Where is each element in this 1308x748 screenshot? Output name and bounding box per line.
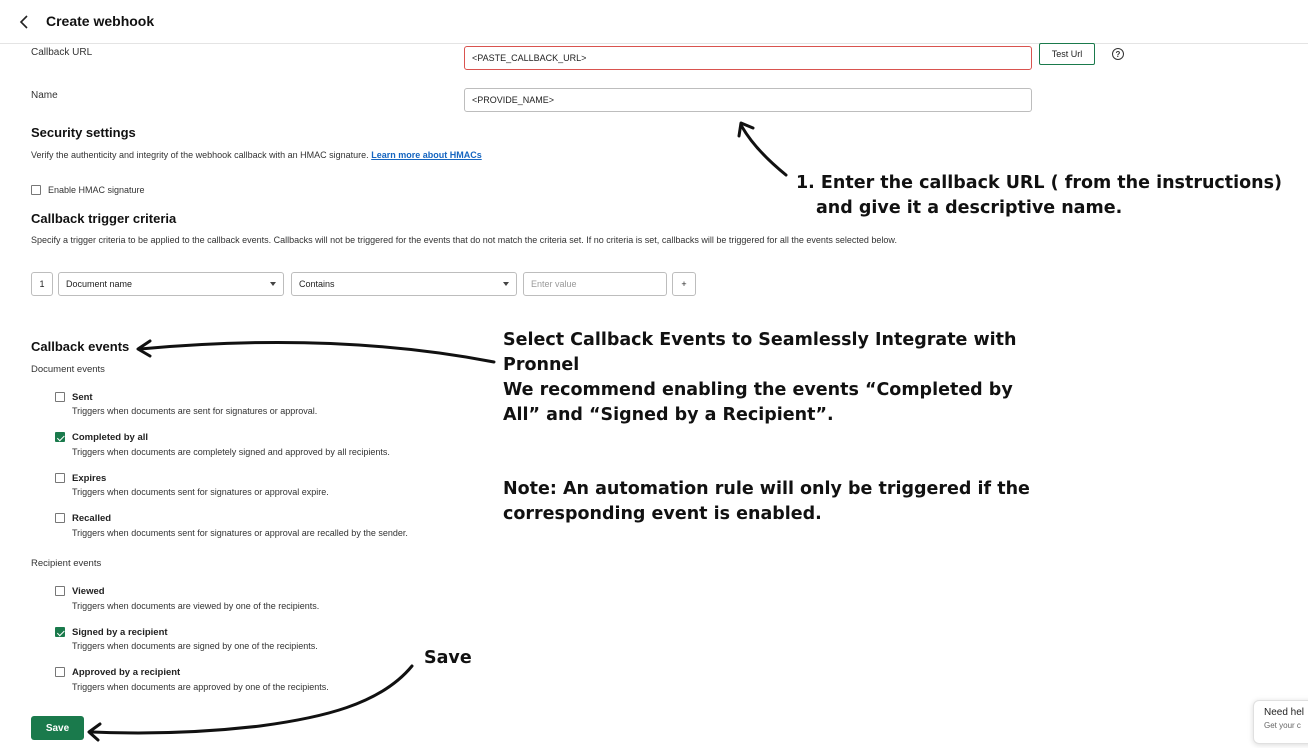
save-button[interactable]: Save xyxy=(31,716,84,740)
step1-annotation-line1: 1. Enter the callback URL ( from the instructions) xyxy=(796,173,1283,193)
help-widget[interactable] xyxy=(1253,700,1308,744)
trigger-criteria-heading: Callback trigger criteria xyxy=(31,211,177,226)
page-header xyxy=(0,0,1308,44)
arrow-to-events xyxy=(140,342,494,362)
event-approved-title: Approved by a recipient xyxy=(72,667,181,678)
security-description-text: Verify the authenticity and integrity of the webhook callback with an HMAC signature. xyxy=(31,150,369,160)
event-sent-desc: Triggers when documents are sent for signatures or approval. xyxy=(72,406,318,416)
arrow-to-save-head xyxy=(89,724,100,740)
event-signed-by-recipient-checkbox[interactable] xyxy=(55,627,65,637)
help-widget-title: Need hel xyxy=(1264,707,1305,718)
page-title: Create webhook xyxy=(46,13,155,29)
learn-more-hmac-link[interactable]: Learn more about HMACs xyxy=(371,150,482,160)
note-annotation-line1: Note: An automation rule will only be triggered if the xyxy=(503,479,1030,499)
criteria-field-select[interactable] xyxy=(58,272,284,296)
event-recalled-checkbox[interactable] xyxy=(55,513,65,523)
event-signed-desc: Triggers when documents are signed by one of the recipients. xyxy=(72,641,318,651)
security-settings-heading: Security settings xyxy=(31,125,136,140)
events-annotation-line2: Pronnel xyxy=(503,355,580,375)
event-completed-by-all-checkbox[interactable] xyxy=(55,432,65,442)
event-viewed-checkbox[interactable] xyxy=(55,586,65,596)
event-viewed-title: Viewed xyxy=(72,586,105,597)
arrow-to-name-head xyxy=(739,123,753,136)
chevron-left-icon[interactable] xyxy=(16,12,34,32)
event-recalled-desc: Triggers when documents sent for signatures or approval are recalled by the sender. xyxy=(72,528,408,538)
events-annotation-line1: Select Callback Events to Seamlessly Integrate with xyxy=(503,330,1017,350)
test-url-button[interactable]: Test Url xyxy=(1039,43,1095,65)
event-sent-title: Sent xyxy=(72,392,93,403)
question-circle-icon[interactable]: ? xyxy=(1112,48,1124,60)
callback-url-label: Callback URL xyxy=(31,47,93,58)
event-completed-title: Completed by all xyxy=(72,432,149,443)
event-expires-checkbox[interactable] xyxy=(55,473,65,483)
step1-annotation-line2: and give it a descriptive name. xyxy=(816,198,1123,218)
arrow-to-name xyxy=(741,125,786,175)
arrow-to-events-head xyxy=(138,341,150,356)
callback-url-input[interactable]: <PASTE_CALLBACK_URL> xyxy=(464,46,1032,70)
document-events-label: Document events xyxy=(31,364,105,375)
hmac-checkbox[interactable] xyxy=(31,185,41,195)
criteria-operator-value: Contains xyxy=(299,279,335,289)
add-criteria-button[interactable]: + xyxy=(672,272,696,296)
criteria-operator-select[interactable] xyxy=(291,272,517,296)
save-annotation: Save xyxy=(424,648,472,668)
event-viewed-desc: Triggers when documents are viewed by one of the recipients. xyxy=(72,601,320,611)
event-expires-title: Expires xyxy=(72,473,107,484)
name-label: Name xyxy=(31,90,58,101)
event-signed-title: Signed by a recipient xyxy=(72,627,168,638)
note-annotation-line2: corresponding event is enabled. xyxy=(503,504,822,524)
event-completed-desc: Triggers when documents are completely signed and approved by all recipients. xyxy=(72,447,390,457)
criteria-value-placeholder: Enter value xyxy=(531,279,577,289)
events-annotation-line3: We recommend enabling the events “Completed by xyxy=(503,380,1013,400)
callback-events-heading: Callback events xyxy=(31,339,130,354)
events-annotation-line4: All” and “Signed by a Recipient”. xyxy=(503,405,834,425)
trigger-criteria-description: Specify a trigger criteria to be applied to the callback events. Callbacks will not be triggered for the events that do not match the criteria set. If no criteria is set, callbacks will be triggered for all the events selected below. xyxy=(31,235,897,245)
event-approved-by-recipient-checkbox[interactable] xyxy=(55,667,65,677)
criteria-value-input[interactable] xyxy=(523,272,667,296)
criteria-row-number: 1 xyxy=(31,272,53,296)
event-recalled-title: Recalled xyxy=(72,513,112,524)
event-sent-checkbox[interactable] xyxy=(55,392,65,402)
help-widget-subtitle: Get your c xyxy=(1264,721,1301,730)
hmac-checkbox-label: Enable HMAC signature xyxy=(48,185,145,195)
recipient-events-label: Recipient events xyxy=(31,558,102,569)
criteria-field-value: Document name xyxy=(66,279,133,289)
chevron-down-icon xyxy=(270,282,276,286)
chevron-down-icon xyxy=(503,282,509,286)
name-input[interactable]: <PROVIDE_NAME> xyxy=(464,88,1032,112)
security-description xyxy=(31,150,482,160)
event-approved-desc: Triggers when documents are approved by one of the recipients. xyxy=(72,682,329,692)
event-expires-desc: Triggers when documents sent for signatures or approval expire. xyxy=(72,487,329,497)
